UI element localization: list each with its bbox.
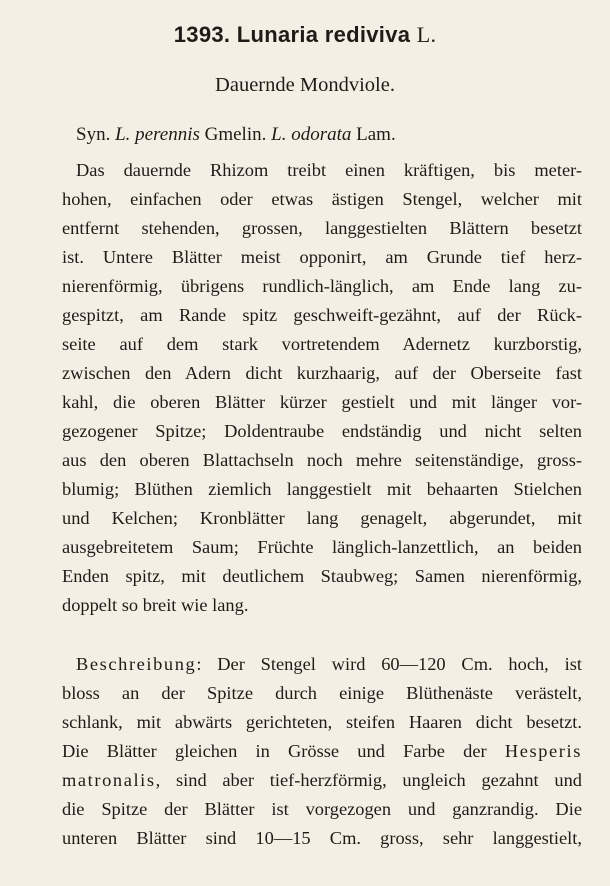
- synonym-2-author: Lam.: [356, 124, 396, 145]
- description-paragraph: [62, 156, 582, 620]
- beschreibung-paragraph: [62, 650, 582, 853]
- text-line: bloss an der Spitze durch einige Blüthenäste verästelt,: [62, 683, 582, 703]
- text-line: ist. Untere Blätter meist opponirt, am Grunde tief herz-: [62, 247, 582, 267]
- text-line: gezogener Spitze; Doldentraube endständig und nicht selten: [62, 421, 582, 441]
- text-line: Das dauernde Rhizom treibt einen kräftigen, bis meter-: [76, 160, 582, 180]
- text-line: und Kelchen; Kronblätter lang genagelt, abgerundet, mit: [62, 508, 582, 528]
- text-line: [62, 766, 582, 795]
- text-line: [62, 650, 582, 679]
- synonyms-line: [76, 124, 396, 146]
- text-line: doppelt so breit wie lang.: [62, 595, 249, 615]
- text-line: die Spitze der Blätter ist vorgezogen und ganzrandig. Die: [62, 799, 582, 819]
- species-heading: [0, 22, 610, 48]
- text-line: nierenförmig, übrigens rundlich-länglich, am Ende lang zu-: [62, 276, 582, 296]
- text-line: entfernt stehenden, grossen, langgestielten Blättern besetzt: [62, 218, 582, 238]
- text-line: [62, 737, 582, 766]
- text-line: hohen, einfachen oder etwas ästigen Stengel, welcher mit: [62, 189, 582, 209]
- text-line: schlank, mit abwärts gerichteten, steifen Haaren dicht besetzt.: [62, 712, 582, 732]
- text-fragment: Die Blätter gleichen in Grösse und Farbe der: [62, 741, 487, 761]
- text-fragment: , sind aber tief-herzförmig, ungleich gezahnt und: [155, 770, 582, 790]
- synonym-1-name: L. perennis: [115, 124, 200, 145]
- synonym-1-author: Gmelin.: [204, 124, 267, 145]
- taxon-name-genus: Hesperis: [504, 741, 582, 761]
- text-line: ausgebreitetem Saum; Früchte länglich-lanzettlich, an beiden: [62, 537, 582, 557]
- text-line: gespitzt, am Rande spitz geschweift-gezähnt, auf der Rück-: [62, 305, 582, 325]
- text-line: kahl, die oberen Blätter kürzer gestielt und mit länger vor-: [62, 392, 582, 412]
- text-line: Enden spitz, mit deutlichem Staubweg; Samen nierenförmig,: [62, 566, 582, 586]
- beschreibung-label: Beschreibung: [76, 654, 197, 674]
- synonyms-prefix: Syn.: [76, 124, 111, 145]
- text-line: seite auf dem stark vortretendem Adernetz kurzborstig,: [62, 334, 582, 354]
- text-line: zwischen den Adern dicht kurzhaarig, auf der Oberseite fast: [62, 363, 582, 383]
- text-line: aus den oberen Blattachseln noch mehre seitenständige, gross-: [62, 450, 582, 470]
- text-line: unteren Blätter sind 10—15 Cm. gross, sehr langgestielt,: [62, 828, 582, 848]
- common-name: Dauernde Mondviole.: [215, 74, 395, 96]
- species-author: L.: [416, 22, 437, 47]
- synonym-2-name: L. odorata: [271, 124, 352, 145]
- species-name: Lunaria rediviva: [236, 22, 411, 47]
- taxon-name-species: matronalis: [62, 770, 156, 790]
- species-number: 1393.: [173, 22, 231, 47]
- text-fragment: : Der Stengel wird 60—120 Cm. hoch, ist: [196, 654, 582, 674]
- text-line: blumig; Blüthen ziemlich langgestielt mit behaarten Stielchen: [62, 479, 582, 499]
